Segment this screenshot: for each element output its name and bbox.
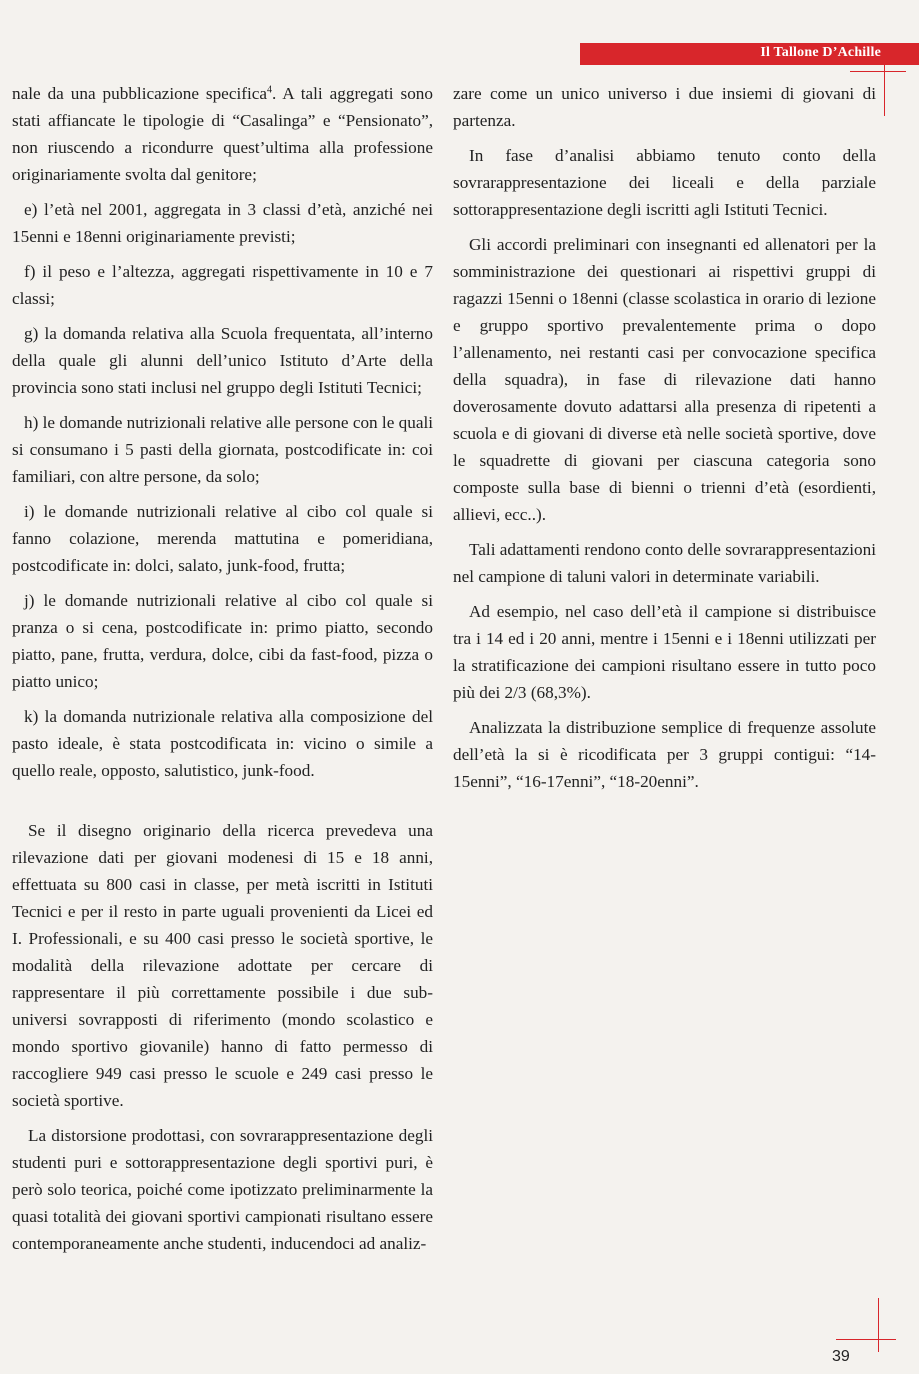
list-item [12, 320, 433, 401]
paragraph-text: Analizzata la distribuzione semplice di frequenze assolute dell’età la si è ricodificata per 3 gruppi contigui: “14-15enni”, “16-17enni”, “18-20enni”. [453, 718, 876, 791]
paragraph-text-tail: . A tali aggregati sono stati affiancate le tipologie di “Casalinga” e “Pensionato”, non riuscendo a ricondurre quest’ultima alla professione originariamente svolta dal genitore; [12, 84, 433, 184]
running-header-band [580, 43, 919, 65]
list-item [12, 703, 433, 784]
paragraph-text: Tali adattamenti rendono conto delle sovrarappresentazioni nel campione di taluni valori in determinate variabili. [453, 540, 876, 586]
paragraph-text: zare come un unico universo i due insiemi di giovani di partenza. [453, 84, 876, 130]
paragraph-text: g) la domanda relativa alla Scuola frequentata, all’interno della quale gli alunni dell’unico Istituto d’Arte della provincia sono stati inclusi nel gruppo degli Istituti Tecnici; [12, 324, 433, 397]
paragraph-text: Gli accordi preliminari con insegnanti ed allenatori per la somministrazione dei questionari ai rispettivi gruppi di ragazzi 15enni o 18enni (classe scolastica in orario di lezione e gruppo sportivo prevalentemente prima o dopo l’allenamento, nei restanti casi per convocazione specifica della squadra), in fase di rilevazione dati hanno doverosamente dovuto adattarsi alla presenza di ripetenti a scuola e di giovani di diverse età nelle società sportive, dove le squadrette di giovani per ciascuna categoria sono composte sulla base di bienni o trienni d’età (esordienti, allievi, ecc..). [453, 235, 876, 524]
crop-mark-bottom-horizontal [836, 1339, 896, 1340]
paragraph-text: k) la domanda nutrizionale relativa alla composizione del pasto ideale, è stata postcodificata in: vicino o simile a quello reale, opposto, salutistico, junk-food. [12, 707, 433, 780]
list-item [12, 587, 433, 695]
section-spacer [12, 784, 433, 809]
crop-mark-top-vertical [884, 58, 885, 116]
list-item [12, 196, 433, 250]
paragraph-text: j) le domande nutrizionali relative al cibo col quale si pranza o si cena, postcodificate in: primo piatto, secondo piatto, pane, frutta, verdura, dolce, cibi da fast-food, pizza o piatto unico; [12, 591, 433, 691]
crop-mark-top-horizontal [850, 71, 906, 72]
paragraph-text: In fase d’analisi abbiamo tenuto conto della sovrarappresentazione dei liceali e della parziale sottorappresentazione degli iscritti agli Istituti Tecnici. [453, 146, 876, 219]
paragraph [453, 231, 876, 528]
paragraph [12, 817, 433, 1114]
list-item [12, 258, 433, 312]
list-item [12, 498, 433, 579]
paragraph-text: nale da una pubblicazione specifica [12, 84, 267, 103]
left-text-column [12, 80, 433, 1257]
paragraph-text: f) il peso e l’altezza, aggregati rispettivamente in 10 e 7 classi; [12, 262, 433, 308]
paragraph [12, 80, 433, 188]
right-text-column [453, 80, 876, 795]
paragraph-text: e) l’età nel 2001, aggregata in 3 classi d’età, anziché nei 15enni e 18enni originariamente previsti; [12, 200, 433, 246]
paragraph-text: Se il disegno originario della ricerca prevedeva una rilevazione dati per giovani modenesi di 15 e 18 anni, effettuata su 800 casi in classe, per metà iscritti in Istituti Tecnici e per il resto in parte uguali provenienti da Licei ed I. Professionali, e su 400 casi presso le società sportive, le modalità della rilevazione adottate per cercare di rappresentare il più correttamente possibile i due sub-universi sovrapposti di riferimento (mondo scolastico e mondo sportivo giovanile) hanno di fatto permesso di raccogliere 949 casi presso le scuole e 249 casi presso le società sportive. [12, 821, 433, 1110]
paragraph-text: Ad esempio, nel caso dell’età il campione si distribuisce tra i 14 ed i 20 anni, mentre i 15enni e i 18enni utilizzati per la stratificazione dei campioni risultano essere in tutto poco più dei 2/3 (68,3%). [453, 602, 876, 702]
running-header-title: Il Tallone D’Achille [760, 45, 881, 60]
footnote-ref: 4 [266, 84, 272, 96]
paragraph [453, 714, 876, 795]
paragraph-text: i) le domande nutrizionali relative al cibo col quale si fanno colazione, merenda mattutina e pomeridiana, postcodificate in: dolci, salato, junk-food, frutta; [12, 502, 433, 575]
paragraph [453, 598, 876, 706]
paragraph [453, 142, 876, 223]
paragraph [453, 80, 876, 134]
page-number: 39 [832, 1348, 850, 1365]
paragraph-text: h) le domande nutrizionali relative alle persone con le quali si consumano i 5 pasti della giornata, postcodificate in: coi familiari, con altre persone, da solo; [12, 413, 434, 486]
paragraph [453, 536, 876, 590]
list-item [12, 409, 433, 490]
paragraph [12, 1122, 433, 1257]
paragraph-text: La distorsione prodottasi, con sovrarappresentazione degli studenti puri e sottorappresentazione degli sportivi puri, è però solo teorica, poiché come ipotizzato preliminarmente la quasi totalità dei giovani sportivi campionati risultano essere contemporaneamente anche studenti, inducendoci ad analiz- [12, 1126, 433, 1253]
crop-mark-bottom-vertical [878, 1298, 879, 1352]
